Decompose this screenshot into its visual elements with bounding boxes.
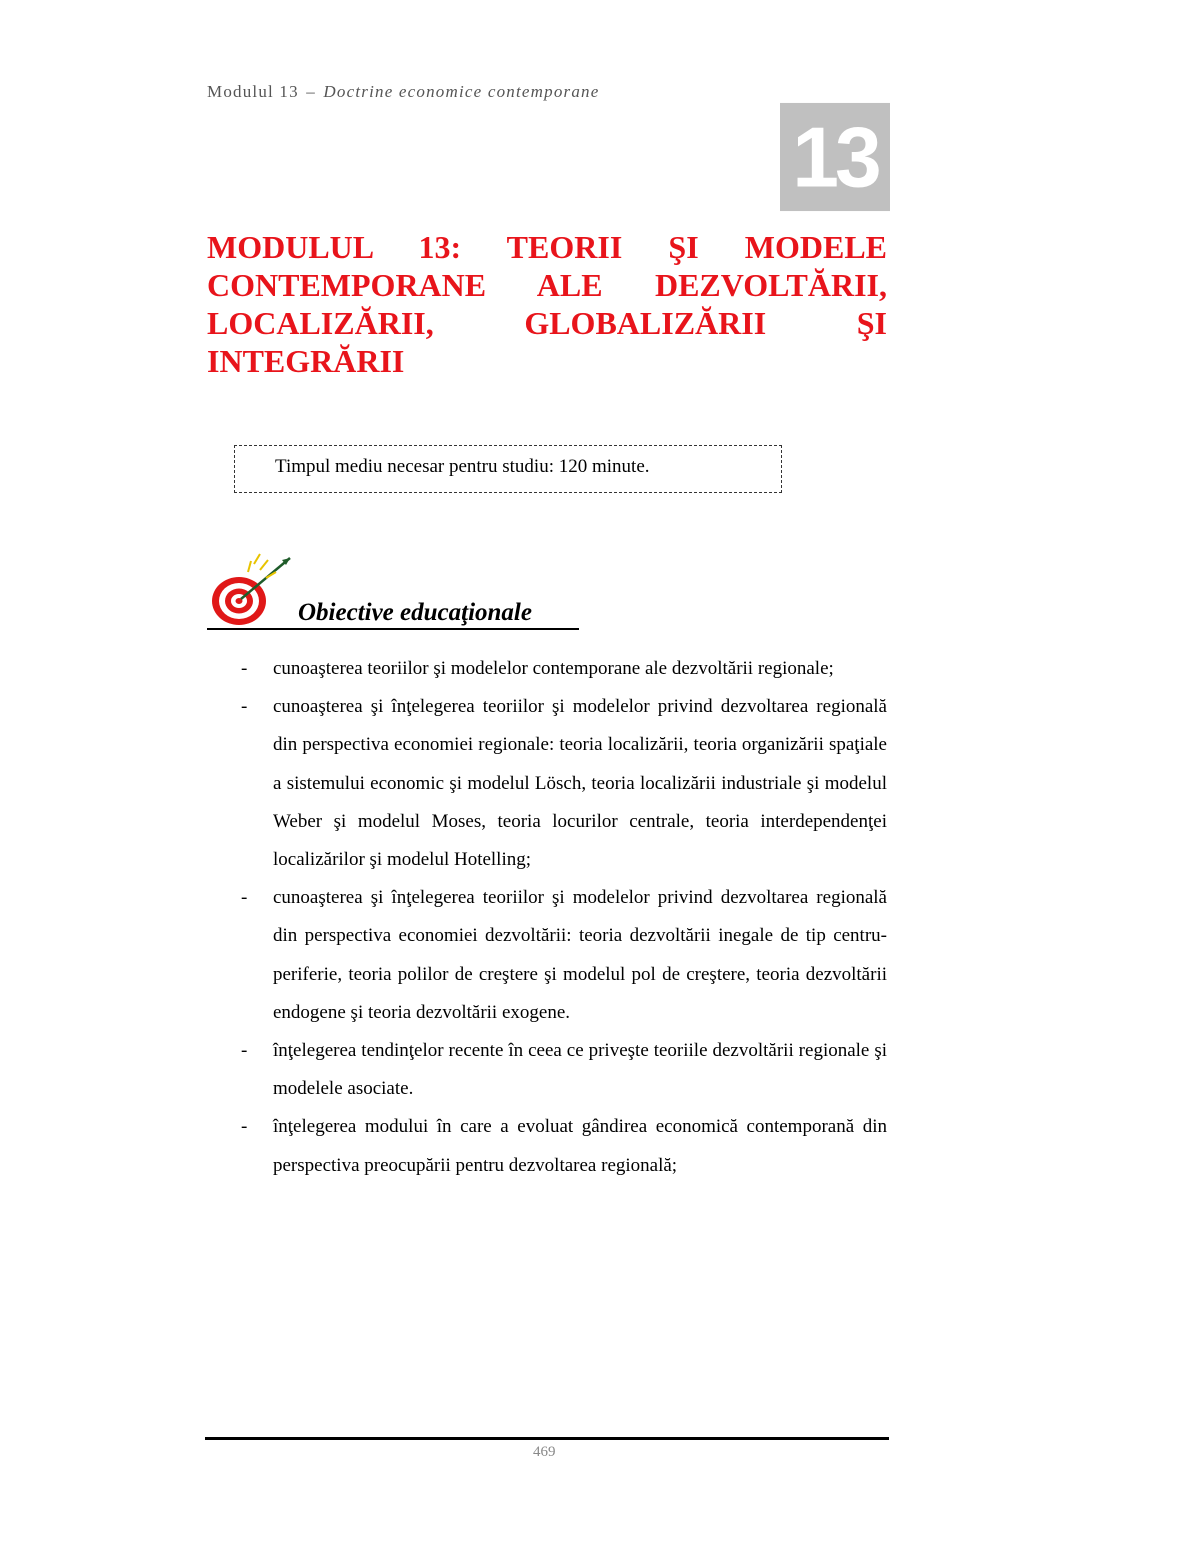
list-item [207, 1032, 887, 1108]
list-item [207, 688, 887, 879]
running-header [207, 82, 600, 102]
list-item-text: înţelegerea modului în care a evoluat gândirea economică contemporană din perspectiva preocupării pentru dezvoltarea regională; [273, 1116, 887, 1176]
list-item-text: înţelegerea tendinţelor recente în ceea ce priveşte teoriile dezvoltării regionale şi modelele asociate. [273, 1040, 887, 1100]
objectives-list [207, 650, 887, 1185]
list-bullet: - [241, 658, 248, 679]
list-item [207, 650, 887, 688]
list-item-text: cunoaşterea şi înţelegerea teoriilor şi modelelor privind dezvoltarea regională din perspectiva economiei dezvoltării: teoria dezvoltării inegale de tip centru-periferie, teoria polilor de creştere şi modelul pol de creştere, teoria dezvoltării endogene şi teoria dezvoltării exogene. [273, 887, 887, 1023]
target-with-arrow-icon [206, 552, 298, 628]
list-item [207, 879, 887, 1032]
module-number-badge: 13 [780, 103, 890, 211]
list-bullet: - [241, 1040, 248, 1062]
page-number: 469 [533, 1444, 556, 1460]
heading-underline [207, 628, 579, 630]
header-separator: – [306, 82, 316, 101]
list-item-text: cunoaşterea teoriilor şi modelelor contemporane ale dezvoltării regionale; [273, 658, 834, 679]
header-subtitle: Doctrine economice contemporane [323, 82, 600, 101]
footer-rule [205, 1437, 889, 1440]
list-bullet: - [241, 887, 248, 909]
list-bullet: - [241, 1116, 248, 1138]
study-time-text: Timpul mediu necesar pentru studiu: 120 minute. [275, 456, 650, 477]
list-bullet: - [241, 696, 248, 718]
module-title: MODULUL 13: TEORII ŞI MODELE CONTEMPORANE ALE DEZVOLTĂRII, LOCALIZĂRII, GLOBALIZĂRII ŞI INTEGRĂRII [207, 229, 887, 379]
study-time-box [234, 445, 782, 493]
list-item-text: cunoaşterea şi înţelegerea teoriilor şi modelelor privind dezvoltarea regională din perspectiva economiei regionale: teoria localizării, teoria organizării spaţiale a sistemului economic şi modelul Lösch, teoria localizării industriale şi modelul Weber şi modelul Moses, teoria locurilor centrale, teoria interdependenţei localizărilor şi modelul Hotelling; [273, 696, 887, 871]
list-item [207, 1108, 887, 1184]
module-label: Modulul 13 [207, 82, 299, 101]
objectives-heading: Obiective educaţionale [298, 599, 532, 626]
